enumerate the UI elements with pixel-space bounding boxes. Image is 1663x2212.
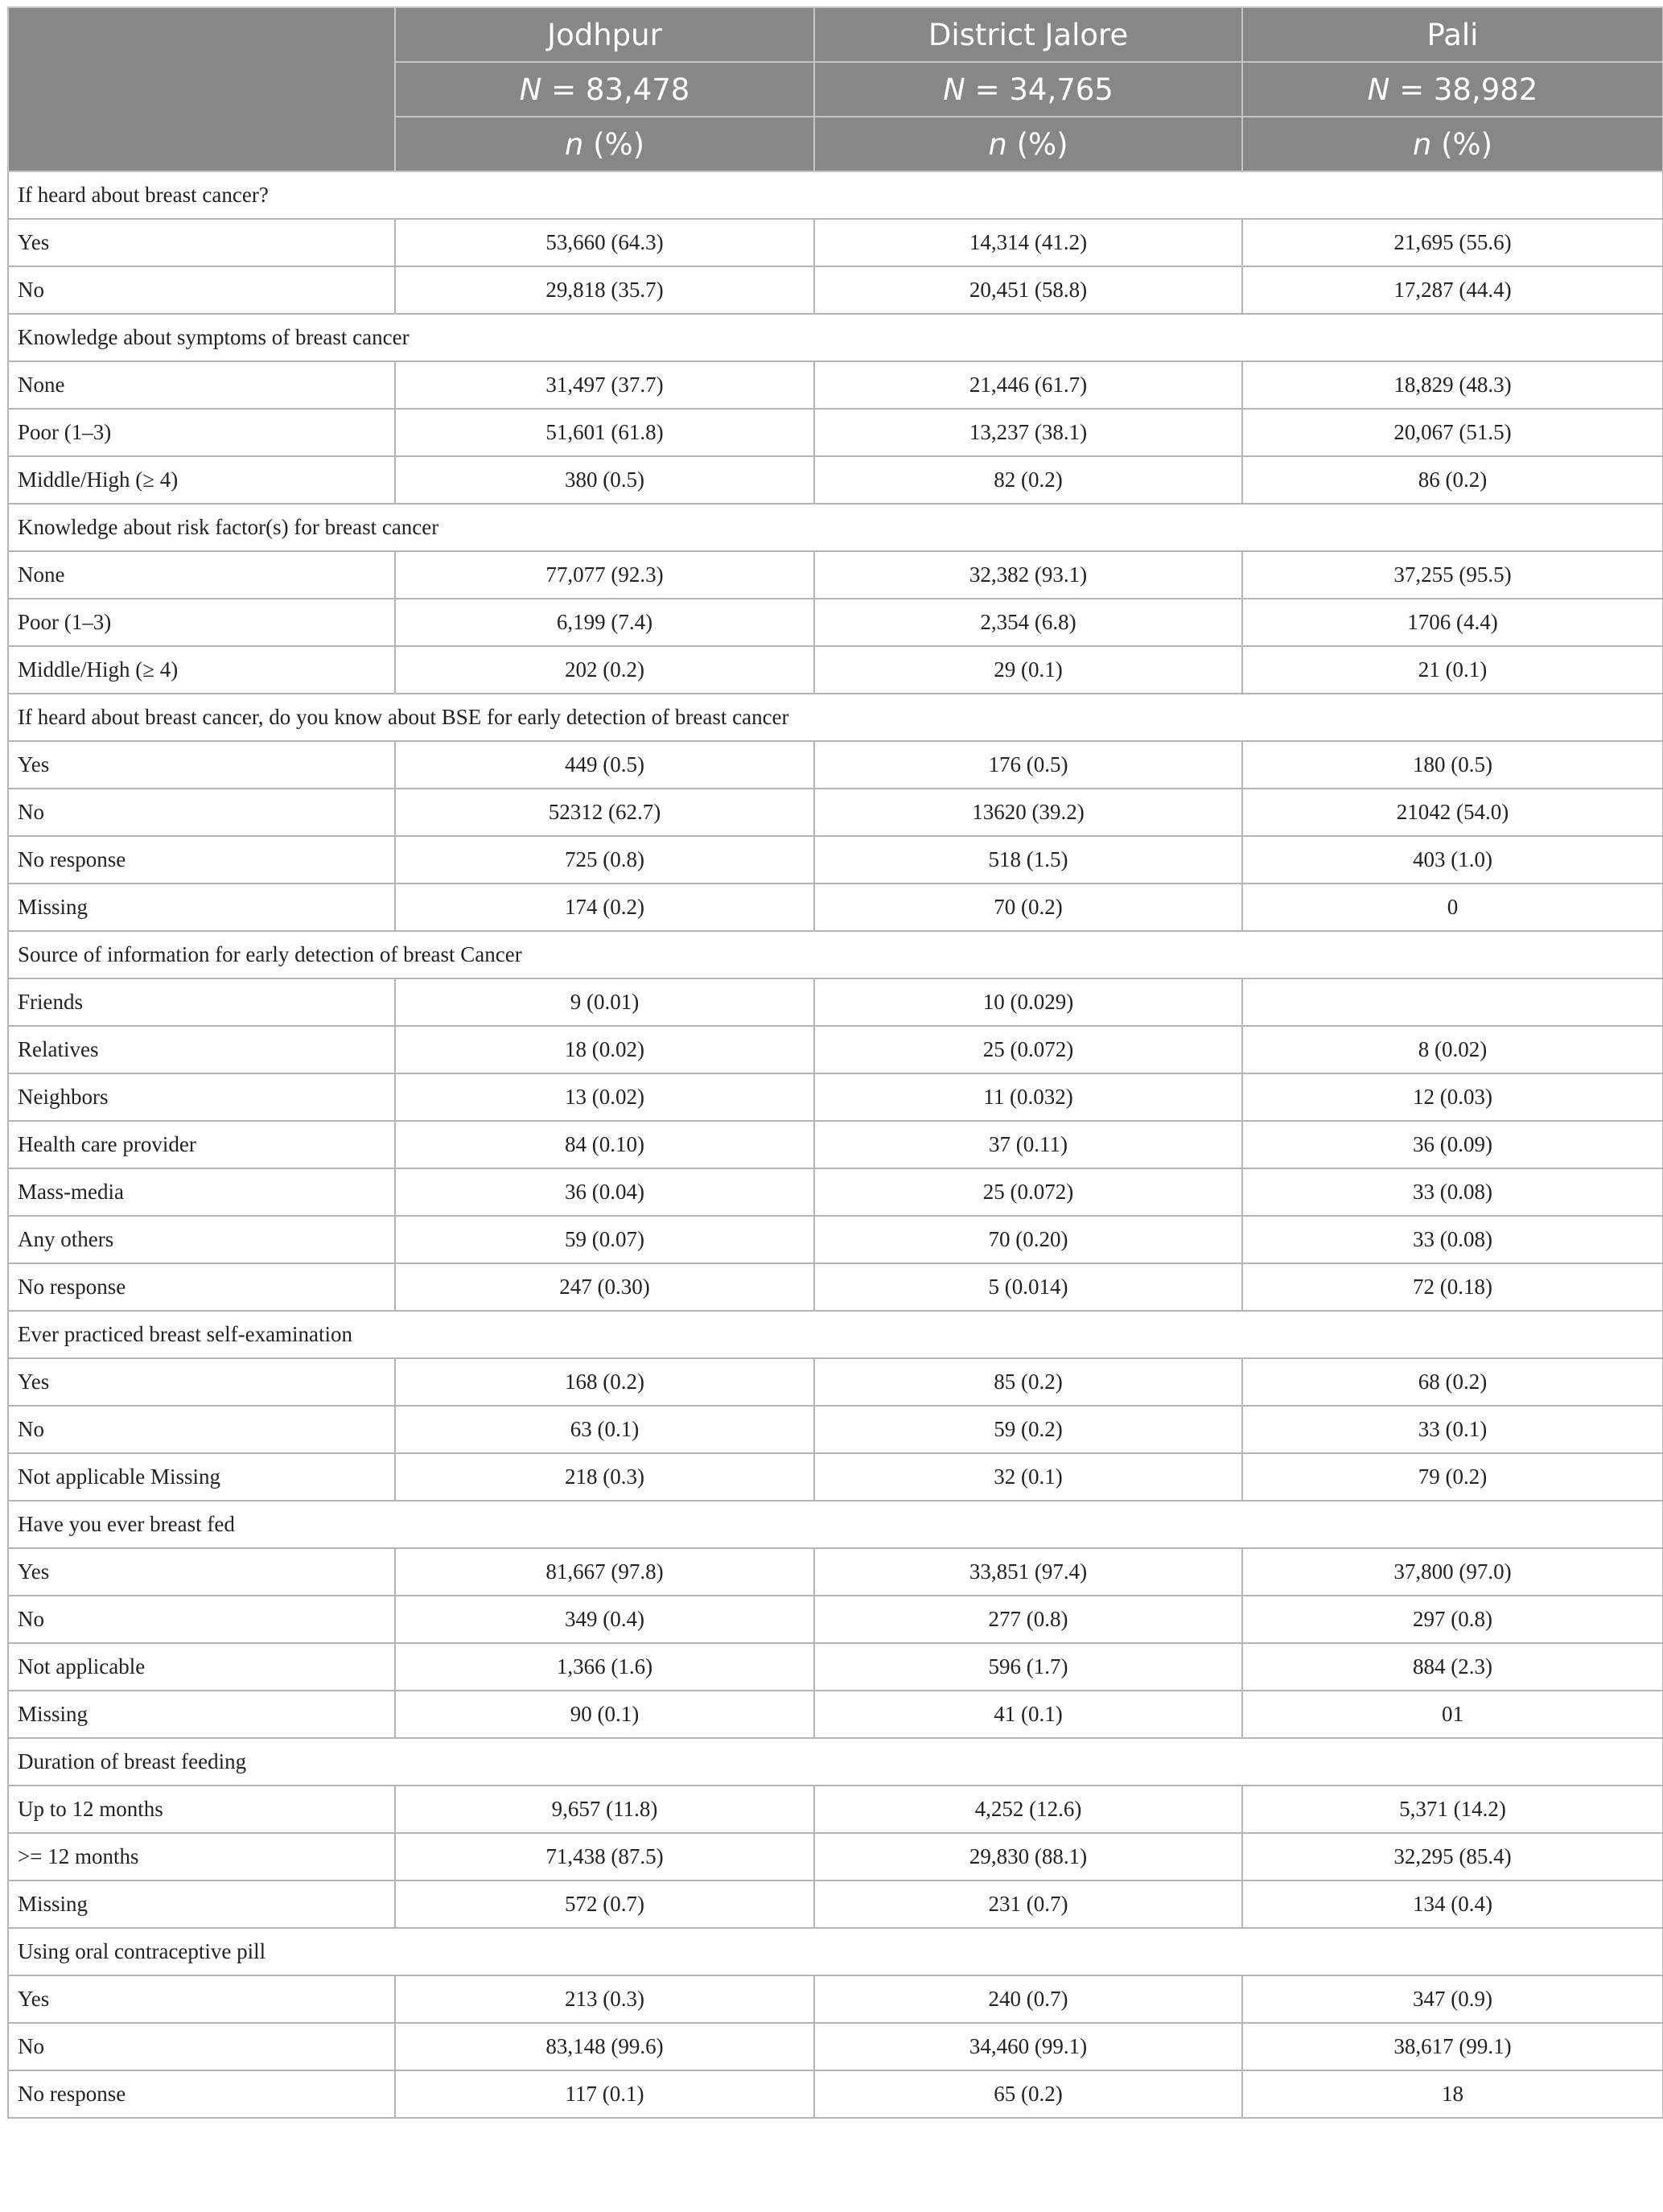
cell-jodhpur: 572 (0.7) xyxy=(395,1880,814,1928)
table-row xyxy=(8,789,1663,836)
cell-jodhpur: 117 (0.1) xyxy=(395,2070,814,2118)
row-label: Yes xyxy=(8,1548,395,1596)
cell-pali: 79 (0.2) xyxy=(1242,1453,1663,1501)
row-label: No xyxy=(8,1406,395,1453)
cell-jodhpur: 77,077 (92.3) xyxy=(395,551,814,599)
cell-jalore: 21,446 (61.7) xyxy=(814,361,1242,409)
row-label: No xyxy=(8,266,395,314)
cell-jalore: 65 (0.2) xyxy=(814,2070,1242,2118)
table-body xyxy=(8,171,1663,2118)
header-n-pali xyxy=(1242,62,1663,117)
cell-jalore: 518 (1.5) xyxy=(814,836,1242,884)
cell-jodhpur: 449 (0.5) xyxy=(395,741,814,789)
table-row xyxy=(8,599,1663,646)
table-row xyxy=(8,1168,1663,1216)
table-row xyxy=(8,266,1663,314)
cell-jalore: 29 (0.1) xyxy=(814,646,1242,694)
cell-jodhpur: 52312 (62.7) xyxy=(395,789,814,836)
n-value: = 38,982 xyxy=(1399,72,1538,107)
cell-jodhpur: 36 (0.04) xyxy=(395,1168,814,1216)
row-label: Not applicable Missing xyxy=(8,1453,395,1501)
cell-pali: 8 (0.02) xyxy=(1242,1026,1663,1073)
cell-jodhpur: 84 (0.10) xyxy=(395,1121,814,1168)
cell-jodhpur: 6,199 (7.4) xyxy=(395,599,814,646)
cell-pali: 38,617 (99.1) xyxy=(1242,2023,1663,2070)
cell-jodhpur: 18 (0.02) xyxy=(395,1026,814,1073)
breast-cancer-knowledge-table xyxy=(7,6,1663,2119)
row-label: Any others xyxy=(8,1216,395,1263)
header-district-jalore: District Jalore xyxy=(814,7,1242,62)
cell-pali: 21,695 (55.6) xyxy=(1242,219,1663,266)
row-label: Middle/High (≥ 4) xyxy=(8,646,395,694)
cell-jodhpur: 81,667 (97.8) xyxy=(395,1548,814,1596)
section-heading: Have you ever breast fed xyxy=(8,1501,1663,1548)
row-label: Yes xyxy=(8,1975,395,2023)
table-row xyxy=(8,409,1663,456)
cell-jalore: 25 (0.072) xyxy=(814,1168,1242,1216)
cell-jodhpur: 9,657 (11.8) xyxy=(395,1786,814,1833)
cell-jalore: 20,451 (58.8) xyxy=(814,266,1242,314)
header-subhead-pali xyxy=(1242,117,1663,171)
row-label: Relatives xyxy=(8,1026,395,1073)
cell-pali: 37,255 (95.5) xyxy=(1242,551,1663,599)
table-row xyxy=(8,1596,1663,1643)
cell-jalore: 41 (0.1) xyxy=(814,1691,1242,1738)
row-label: Middle/High (≥ 4) xyxy=(8,456,395,504)
section-heading: If heard about breast cancer, do you know about BSE for early detection of breast cancer xyxy=(8,694,1663,741)
cell-jodhpur: 174 (0.2) xyxy=(395,884,814,931)
header-corner-cell xyxy=(8,7,395,171)
row-label: Friends xyxy=(8,978,395,1026)
cell-jodhpur: 71,438 (87.5) xyxy=(395,1833,814,1880)
section-heading: If heard about breast cancer? xyxy=(8,171,1663,219)
cell-jodhpur: 90 (0.1) xyxy=(395,1691,814,1738)
table-row xyxy=(8,361,1663,409)
cell-jalore: 14,314 (41.2) xyxy=(814,219,1242,266)
table-row xyxy=(8,219,1663,266)
n-symbol: N xyxy=(1367,72,1390,107)
table-row xyxy=(8,456,1663,504)
cell-jalore: 70 (0.20) xyxy=(814,1216,1242,1263)
cell-pali: 347 (0.9) xyxy=(1242,1975,1663,2023)
cell-jodhpur: 202 (0.2) xyxy=(395,646,814,694)
row-label: No xyxy=(8,789,395,836)
cell-jodhpur: 9 (0.01) xyxy=(395,978,814,1026)
row-label: Health care provider xyxy=(8,1121,395,1168)
cell-jalore: 37 (0.11) xyxy=(814,1121,1242,1168)
row-label: Mass-media xyxy=(8,1168,395,1216)
n-symbol: N xyxy=(519,72,542,107)
n-value: = 83,478 xyxy=(551,72,690,107)
table-row xyxy=(8,978,1663,1026)
cell-jalore: 29,830 (88.1) xyxy=(814,1833,1242,1880)
cell-pali: 86 (0.2) xyxy=(1242,456,1663,504)
cell-jalore: 70 (0.2) xyxy=(814,884,1242,931)
cell-jalore: 176 (0.5) xyxy=(814,741,1242,789)
table-row xyxy=(8,836,1663,884)
cell-pali: 884 (2.3) xyxy=(1242,1643,1663,1691)
subhead-n: n xyxy=(564,126,584,162)
section-heading: Using oral contraceptive pill xyxy=(8,1928,1663,1975)
cell-pali: 32,295 (85.4) xyxy=(1242,1833,1663,1880)
cell-jalore: 240 (0.7) xyxy=(814,1975,1242,2023)
section-heading: Duration of breast feeding xyxy=(8,1738,1663,1786)
n-symbol: N xyxy=(943,72,965,107)
section-row xyxy=(8,504,1663,551)
cell-jalore: 2,354 (6.8) xyxy=(814,599,1242,646)
row-label: No xyxy=(8,1596,395,1643)
cell-pali: 18 xyxy=(1242,2070,1663,2118)
table-row xyxy=(8,1358,1663,1406)
cell-pali: 18,829 (48.3) xyxy=(1242,361,1663,409)
table-row xyxy=(8,1026,1663,1073)
cell-jodhpur: 51,601 (61.8) xyxy=(395,409,814,456)
cell-pali xyxy=(1242,978,1663,1026)
cell-jalore: 231 (0.7) xyxy=(814,1880,1242,1928)
cell-jalore: 4,252 (12.6) xyxy=(814,1786,1242,1833)
row-label: Yes xyxy=(8,741,395,789)
cell-pali: 37,800 (97.0) xyxy=(1242,1548,1663,1596)
cell-jalore: 32,382 (93.1) xyxy=(814,551,1242,599)
cell-jalore: 13620 (39.2) xyxy=(814,789,1242,836)
header-district-pali: Pali xyxy=(1242,7,1663,62)
table-row xyxy=(8,1786,1663,1833)
table-row xyxy=(8,884,1663,931)
cell-pali: 1706 (4.4) xyxy=(1242,599,1663,646)
header-district-jodhpur: Jodhpur xyxy=(395,7,814,62)
row-label: Poor (1–3) xyxy=(8,409,395,456)
cell-jodhpur: 247 (0.30) xyxy=(395,1263,814,1311)
cell-jalore: 25 (0.072) xyxy=(814,1026,1242,1073)
table-row xyxy=(8,1691,1663,1738)
header-n-jalore xyxy=(814,62,1242,117)
cell-pali: 72 (0.18) xyxy=(1242,1263,1663,1311)
section-row xyxy=(8,1501,1663,1548)
subhead-pct: (%) xyxy=(1431,126,1493,162)
cell-pali: 36 (0.09) xyxy=(1242,1121,1663,1168)
cell-jalore: 59 (0.2) xyxy=(814,1406,1242,1453)
cell-pali: 0 xyxy=(1242,884,1663,931)
row-label: No response xyxy=(8,1263,395,1311)
cell-jodhpur: 213 (0.3) xyxy=(395,1975,814,2023)
section-row xyxy=(8,1311,1663,1358)
cell-pali: 33 (0.08) xyxy=(1242,1168,1663,1216)
cell-jalore: 82 (0.2) xyxy=(814,456,1242,504)
row-label: Poor (1–3) xyxy=(8,599,395,646)
cell-jalore: 596 (1.7) xyxy=(814,1643,1242,1691)
cell-pali: 403 (1.0) xyxy=(1242,836,1663,884)
cell-pali: 33 (0.08) xyxy=(1242,1216,1663,1263)
table-row xyxy=(8,1833,1663,1880)
cell-pali: 17,287 (44.4) xyxy=(1242,266,1663,314)
row-label: Yes xyxy=(8,219,395,266)
table-row xyxy=(8,1073,1663,1121)
cell-pali: 68 (0.2) xyxy=(1242,1358,1663,1406)
n-value: = 34,765 xyxy=(974,72,1113,107)
cell-pali: 12 (0.03) xyxy=(1242,1073,1663,1121)
table-row xyxy=(8,646,1663,694)
cell-pali: 297 (0.8) xyxy=(1242,1596,1663,1643)
cell-jodhpur: 13 (0.02) xyxy=(395,1073,814,1121)
subhead-n: n xyxy=(988,126,1007,162)
section-heading: Ever practiced breast self-examination xyxy=(8,1311,1663,1358)
cell-jodhpur: 29,818 (35.7) xyxy=(395,266,814,314)
cell-jalore: 34,460 (99.1) xyxy=(814,2023,1242,2070)
row-label: Missing xyxy=(8,1691,395,1738)
cell-pali: 33 (0.1) xyxy=(1242,1406,1663,1453)
cell-pali: 21042 (54.0) xyxy=(1242,789,1663,836)
cell-jodhpur: 31,497 (37.7) xyxy=(395,361,814,409)
table-row xyxy=(8,1216,1663,1263)
cell-jodhpur: 63 (0.1) xyxy=(395,1406,814,1453)
table-row xyxy=(8,1643,1663,1691)
cell-pali: 134 (0.4) xyxy=(1242,1880,1663,1928)
section-row xyxy=(8,171,1663,219)
cell-pali: 01 xyxy=(1242,1691,1663,1738)
section-row xyxy=(8,314,1663,361)
table-row xyxy=(8,2070,1663,2118)
section-row xyxy=(8,931,1663,978)
cell-jalore: 85 (0.2) xyxy=(814,1358,1242,1406)
cell-jodhpur: 59 (0.07) xyxy=(395,1216,814,1263)
cell-jalore: 10 (0.029) xyxy=(814,978,1242,1026)
table-row xyxy=(8,741,1663,789)
cell-pali: 21 (0.1) xyxy=(1242,646,1663,694)
cell-jalore: 32 (0.1) xyxy=(814,1453,1242,1501)
header-row-district xyxy=(8,7,1663,62)
cell-jalore: 277 (0.8) xyxy=(814,1596,1242,1643)
header-n-jodhpur xyxy=(395,62,814,117)
row-label: Missing xyxy=(8,884,395,931)
table-row xyxy=(8,1406,1663,1453)
cell-jalore: 5 (0.014) xyxy=(814,1263,1242,1311)
subhead-pct: (%) xyxy=(1006,126,1068,162)
table-row xyxy=(8,551,1663,599)
cell-jalore: 33,851 (97.4) xyxy=(814,1548,1242,1596)
cell-jodhpur: 349 (0.4) xyxy=(395,1596,814,1643)
row-label: Neighbors xyxy=(8,1073,395,1121)
row-label: No response xyxy=(8,836,395,884)
row-label: None xyxy=(8,551,395,599)
row-label: Up to 12 months xyxy=(8,1786,395,1833)
section-row xyxy=(8,1738,1663,1786)
cell-jalore: 13,237 (38.1) xyxy=(814,409,1242,456)
subhead-n: n xyxy=(1412,126,1432,162)
table-row xyxy=(8,1975,1663,2023)
row-label: Missing xyxy=(8,1880,395,1928)
cell-jodhpur: 83,148 (99.6) xyxy=(395,2023,814,2070)
cell-pali: 20,067 (51.5) xyxy=(1242,409,1663,456)
cell-jodhpur: 218 (0.3) xyxy=(395,1453,814,1501)
table-header xyxy=(8,7,1663,171)
row-label: None xyxy=(8,361,395,409)
header-subhead-jodhpur xyxy=(395,117,814,171)
cell-jodhpur: 380 (0.5) xyxy=(395,456,814,504)
cell-jodhpur: 168 (0.2) xyxy=(395,1358,814,1406)
section-row xyxy=(8,1928,1663,1975)
subhead-pct: (%) xyxy=(583,126,645,162)
cell-jalore: 11 (0.032) xyxy=(814,1073,1242,1121)
row-label: Yes xyxy=(8,1358,395,1406)
table-row xyxy=(8,1548,1663,1596)
cell-jodhpur: 1,366 (1.6) xyxy=(395,1643,814,1691)
header-subhead-jalore xyxy=(814,117,1242,171)
row-label: >= 12 months xyxy=(8,1833,395,1880)
section-heading: Knowledge about symptoms of breast cancer xyxy=(8,314,1663,361)
table-row xyxy=(8,1121,1663,1168)
cell-pali: 180 (0.5) xyxy=(1242,741,1663,789)
row-label: Not applicable xyxy=(8,1643,395,1691)
table-row xyxy=(8,1453,1663,1501)
row-label: No response xyxy=(8,2070,395,2118)
table-row xyxy=(8,1263,1663,1311)
section-heading: Knowledge about risk factor(s) for breast cancer xyxy=(8,504,1663,551)
table-row xyxy=(8,1880,1663,1928)
row-label: No xyxy=(8,2023,395,2070)
cell-jodhpur: 725 (0.8) xyxy=(395,836,814,884)
section-heading: Source of information for early detection of breast Cancer xyxy=(8,931,1663,978)
section-row xyxy=(8,694,1663,741)
table-row xyxy=(8,2023,1663,2070)
cell-pali: 5,371 (14.2) xyxy=(1242,1786,1663,1833)
cell-jodhpur: 53,660 (64.3) xyxy=(395,219,814,266)
